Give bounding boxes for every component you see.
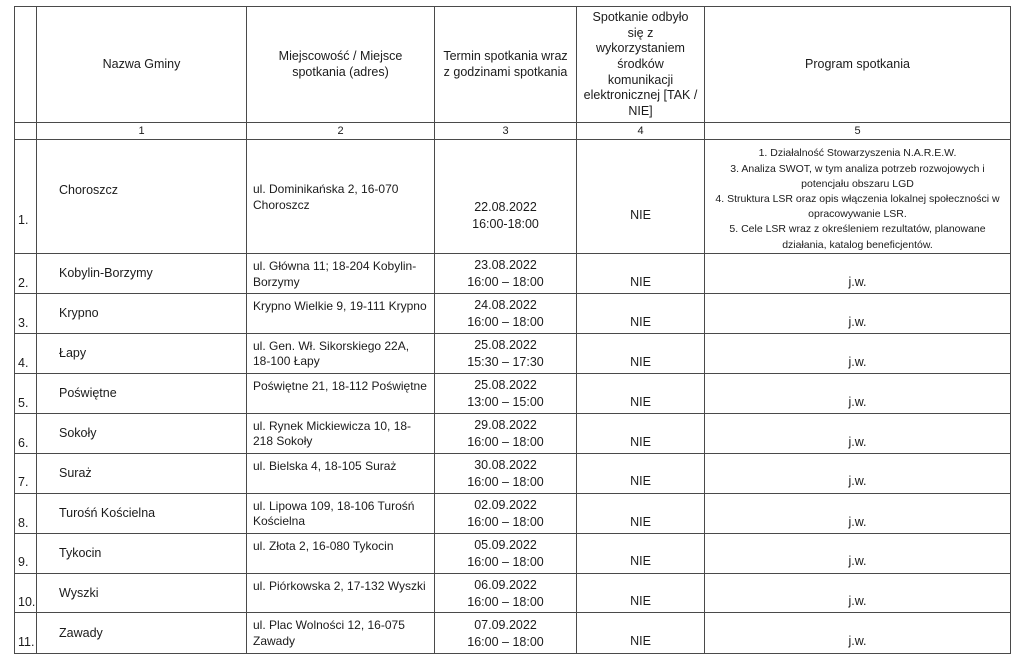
colnum-2: 2 [247,123,435,140]
cell-program: j.w. [705,533,1011,573]
cell-gmina: Poświętne [37,374,247,414]
cell-miejsce: ul. Gen. Wł. Sikorskiego 22A, 18-100 Łapy [247,333,435,373]
cell-termin-hours: 16:00 – 18:00 [467,474,544,489]
table-row [15,453,1011,493]
cell-gmina: Tykocin [37,533,247,573]
cell-termin-hours: 16:00 – 18:00 [467,314,544,329]
cell-termin [435,413,577,453]
row-index: 4. [15,333,37,373]
cell-termin-date: 30.08.2022 [474,457,537,472]
row-index: 6. [15,413,37,453]
cell-termin-hours: 16:00 – 18:00 [467,435,544,450]
colnum-1: 1 [37,123,247,140]
cell-termin [435,253,577,293]
cell-miejsce: ul. Dominikańska 2, 16-070 Choroszcz [247,140,435,254]
cell-elektroniczne: NIE [577,413,705,453]
cell-gmina: Kobylin-Borzymy [37,253,247,293]
cell-miejsce: Krypno Wielkie 9, 19-111 Krypno [247,294,435,334]
row-index: 7. [15,453,37,493]
header-program: Program spotkania [705,7,1011,123]
cell-termin-date: 24.08.2022 [474,298,537,313]
cell-miejsce: ul. Plac Wolności 12, 16-075 Zawady [247,613,435,653]
cell-miejsce: ul. Bielska 4, 18-105 Suraż [247,453,435,493]
cell-program: j.w. [705,253,1011,293]
header-index [15,7,37,123]
cell-termin-hours: 16:00 – 18:00 [467,515,544,530]
header-elektroniczne: Spotkanie odbyło się z wykorzystaniem środków komunikacji elektronicznej [TAK / NIE] [577,7,705,123]
cell-termin [435,453,577,493]
cell-program: j.w. [705,333,1011,373]
table-row [15,253,1011,293]
cell-termin-date: 06.09.2022 [474,577,537,592]
cell-program: j.w. [705,374,1011,414]
cell-termin-hours: 16:00 – 18:00 [467,275,544,290]
schedule-table [14,6,1011,654]
cell-elektroniczne: NIE [577,294,705,334]
cell-program: j.w. [705,613,1011,653]
cell-termin [435,573,577,613]
cell-program: j.w. [705,453,1011,493]
colnum-4: 4 [577,123,705,140]
program-line-4: 5. Cele LSR wraz z określeniem rezultatów, planowane działania, katalog beneficjentów. [729,223,986,251]
cell-termin-date: 25.08.2022 [474,338,537,353]
table-row [15,493,1011,533]
colnum-3: 3 [435,123,577,140]
cell-termin-date: 29.08.2022 [474,418,537,433]
cell-termin-date: 02.09.2022 [474,498,537,513]
cell-termin-hours: 16:00 – 18:00 [467,554,544,569]
cell-program: j.w. [705,573,1011,613]
cell-gmina: Krypno [37,294,247,334]
row-index: 3. [15,294,37,334]
program-line-2: 3. Analiza SWOT, w tym analiza potrzeb rozwojowych i potencjału obszaru LGD [730,162,985,190]
header-gmina: Nazwa Gminy [37,7,247,123]
cell-miejsce: ul. Rynek Mickiewicza 10, 18-218 Sokoły [247,413,435,453]
row-index: 9. [15,533,37,573]
cell-elektroniczne: NIE [577,333,705,373]
program-line-3: 4. Struktura LSR oraz opis włączenia lokalnej społeczności w opracowywanie LSR. [715,193,1000,221]
row-index: 1. [15,140,37,254]
table-row [15,533,1011,573]
program-line-1: 1. Działalność Stowarzyszenia N.A.R.E.W. [758,147,957,160]
table-row [15,294,1011,334]
cell-termin-hours: 16:00 – 18:00 [467,594,544,609]
colnum-5: 5 [705,123,1011,140]
row-index: 2. [15,253,37,293]
cell-gmina: Wyszki [37,573,247,613]
cell-gmina: Zawady [37,613,247,653]
cell-gmina: Suraż [37,453,247,493]
cell-termin-date: 07.09.2022 [474,617,537,632]
cell-elektroniczne: NIE [577,533,705,573]
cell-termin [435,374,577,414]
cell-termin [435,294,577,334]
table-row [15,140,1011,254]
cell-termin-hours: 13:00 – 15:00 [467,394,544,409]
cell-gmina: Łapy [37,333,247,373]
cell-elektroniczne: NIE [577,613,705,653]
cell-gmina: Turośń Kościelna [37,493,247,533]
header-termin: Termin spotkania wraz z godzinami spotkania [435,7,577,123]
table-row [15,413,1011,453]
cell-termin [435,533,577,573]
cell-termin-date: 05.09.2022 [474,537,537,552]
table-row [15,374,1011,414]
cell-termin-hours: 15:30 – 17:30 [467,355,544,370]
cell-termin-date: 23.08.2022 [474,258,537,273]
cell-termin-hours: 16:00 – 18:00 [467,634,544,649]
cell-elektroniczne: NIE [577,453,705,493]
cell-termin [435,333,577,373]
cell-elektroniczne: NIE [577,374,705,414]
cell-program: j.w. [705,493,1011,533]
cell-miejsce: Poświętne 21, 18-112 Poświętne [247,374,435,414]
cell-termin [435,493,577,533]
cell-elektroniczne: NIE [577,253,705,293]
table-row [15,333,1011,373]
cell-termin-date: 25.08.2022 [474,378,537,393]
cell-miejsce: ul. Piórkowska 2, 17-132 Wyszki [247,573,435,613]
row-index: 11. [15,613,37,653]
row-index: 5. [15,374,37,414]
cell-miejsce: ul. Złota 2, 16-080 Tykocin [247,533,435,573]
cell-elektroniczne: NIE [577,140,705,254]
cell-miejsce: ul. Główna 11; 18-204 Kobylin-Borzymy [247,253,435,293]
cell-termin [435,140,577,254]
cell-program: j.w. [705,413,1011,453]
header-miejsce: Miejscowość / Miejsce spotkania (adres) [247,7,435,123]
colnum-0 [15,123,37,140]
table-header-row [15,7,1011,123]
cell-program: j.w. [705,294,1011,334]
table-row [15,573,1011,613]
cell-termin-date: 22.08.2022 [474,199,537,214]
cell-gmina: Sokoły [37,413,247,453]
cell-miejsce: ul. Lipowa 109, 18-106 Turośń Kościelna [247,493,435,533]
row-index: 10. [15,573,37,613]
cell-elektroniczne: NIE [577,573,705,613]
row-index: 8. [15,493,37,533]
cell-program [705,140,1011,254]
column-number-row [15,123,1011,140]
cell-elektroniczne: NIE [577,493,705,533]
cell-termin-hours: 16:00-18:00 [472,216,539,231]
cell-gmina: Choroszcz [37,140,247,254]
